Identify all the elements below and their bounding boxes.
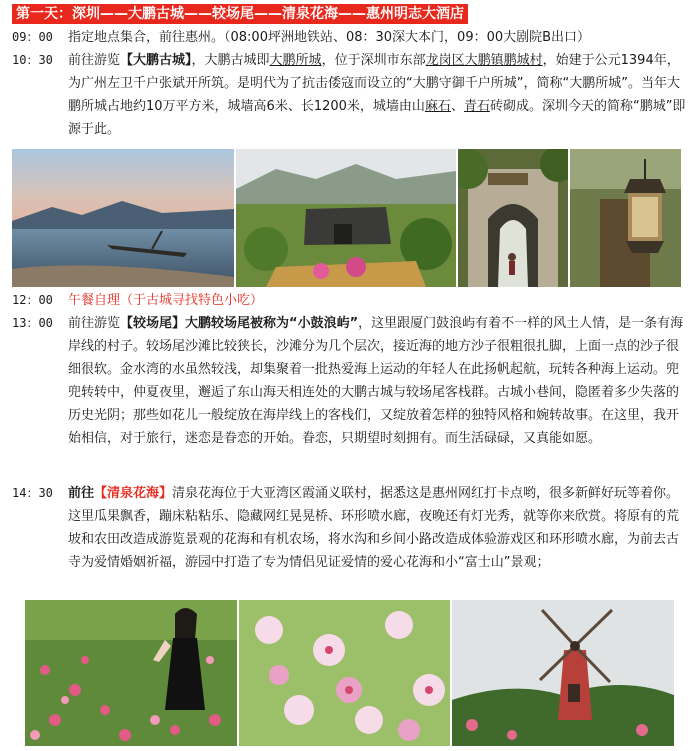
row-text: 午餐自理（于古城寻找特色小吃） — [68, 293, 264, 308]
itinerary-row-1300 — [12, 312, 687, 450]
time-label: 09：00 — [12, 30, 53, 44]
text-segment: 、 — [450, 99, 464, 114]
row-text: 指定地点集合，前往惠州。（08:00坪洲地铁站、08：30深大本门，09：00大剧院B出口） — [68, 30, 591, 45]
photo-cosmos-flowers — [239, 600, 450, 746]
link-dapeng-suocheng[interactable]: 大鹏所城 — [269, 53, 322, 68]
photo-lantern — [570, 149, 681, 287]
route-stop-5: 惠州明志大酒店 — [366, 6, 464, 22]
route-stop-1: 深圳 — [72, 6, 100, 22]
text-segment: 前往游览 — [68, 316, 121, 331]
link-mashi[interactable]: 麻石 — [424, 99, 451, 114]
photo-beach-sunset — [12, 149, 234, 287]
time-label: 10：30 — [12, 53, 53, 67]
attraction-name: 【清泉花海】 — [94, 486, 173, 501]
route-stop-3: 较场尾 — [212, 6, 254, 22]
link-qingshi[interactable]: 青石 — [463, 99, 490, 114]
row-text — [68, 482, 687, 574]
photo-strip-dapeng — [12, 149, 681, 287]
link-dapeng-town[interactable]: 大鹏镇 — [464, 53, 504, 68]
text-segment: ，始建于公元1394年， 为广州左卫千户张斌开所筑。是明代为了抗击倭寇而设立的“大鹏守御千户所城”，简称“大鹏所城”。当年大鹏所城占地约10万平方米，城墙高6米、长1200米，城墙由山 — [68, 53, 680, 114]
text-segment: 砖砌成。深圳今天的简称“鹏城”即源于此。 — [68, 99, 686, 137]
route-separator: —— — [100, 6, 128, 22]
route-stop-2: 大鹏古城 — [128, 6, 184, 22]
text-segment: 前往游览 — [68, 53, 121, 68]
attraction-name: 【较场尾】 — [120, 316, 186, 331]
route-separator: —— — [254, 6, 282, 22]
text-segment: ，大鹏古城即 — [191, 53, 270, 68]
text-segment: 前往 — [68, 486, 95, 501]
itinerary-row-1030 — [12, 49, 687, 141]
time-label: 12：00 — [12, 293, 53, 307]
text-segment: ，这里跟厦门鼓浪屿有着不一样的风土人情，是一条有海岸线的村子。较场尾沙滩比较狭长，沙滩分为几个层次，接近海的地方沙子很粗很扎脚，上面一点的沙子很细很软。金水湾的水虽然较浅，却集聚着一批热爱海上运动的年轻人在此扬帆起航，玩转各种海上运动。兜兜转转中，仲夏夜里，邂逅了东山海天相连处的大鹏古城与较场尾客栈群。古城小巷间，隐匿着多少失落的历史光阴；那些如花儿一般绽放在海岸线上的客栈们，又绽放着怎样的独特风格和婉转故事。在这里，我开始相信，对于旅行，迷恋是眷恋的开始。眷恋，只期望时刻拥有。而生活碌碌，又真能如愿。 — [68, 316, 684, 446]
route-separator: —— — [338, 6, 366, 22]
attraction-name: 【大鹏古城】 — [120, 53, 192, 68]
attraction-highlight: 大鹏较场尾被称为“小鼓浪屿” — [185, 316, 359, 331]
photo-strip-flowers — [25, 600, 674, 746]
link-longgang[interactable]: 龙岗区 — [425, 53, 465, 68]
photo-ancient-gate — [458, 149, 568, 287]
row-text — [68, 49, 687, 141]
time-label: 14：30 — [12, 486, 53, 500]
photo-girl-in-flowers — [25, 600, 237, 746]
link-pengcheng-village[interactable]: 鹏城村 — [503, 53, 543, 68]
itinerary-row-1200 — [12, 289, 687, 312]
route-separator: —— — [184, 6, 212, 22]
route-stop-4: 清泉花海 — [282, 6, 338, 22]
row-text — [68, 312, 687, 450]
itinerary-row-0900 — [12, 26, 687, 49]
day-label: 第一天： — [16, 6, 72, 22]
itinerary-row-1430 — [12, 482, 687, 574]
time-label: 13：00 — [12, 316, 53, 330]
text-segment: 清泉花海位于大亚湾区霞涌义联村，据悉这是惠州网红打卡点哟，很多新鲜好玩等着你。这里瓜果飘香，蹦床粘粘乐、隐藏网红晃晃桥、环形喷水廊，夜晚还有灯光秀，就等你来欣赏。将原有的荒坡和农田改造成游览景观的花海和有机农场，将水沟和乡间小路改造成体验游戏区和环形喷水廊，为前去古寺为爱情婚姻祈福，游园中打造了专为情侣见证爱情的爱心花海和小“富士山”景观； — [68, 486, 680, 570]
photo-garden-pavilion — [236, 149, 456, 287]
photo-windmill — [452, 600, 674, 746]
day-title-bar — [12, 4, 468, 24]
text-segment: ，位于深圳市东部 — [321, 53, 426, 68]
